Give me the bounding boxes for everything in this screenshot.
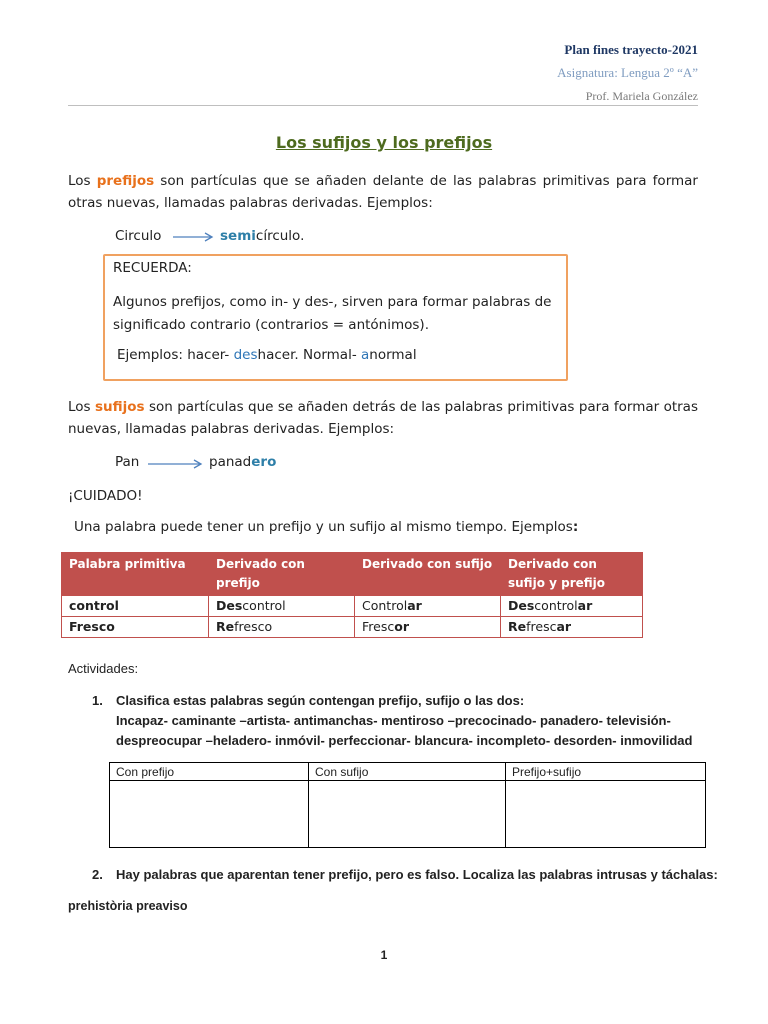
table-row xyxy=(62,617,643,638)
page-title: Los sufijos y los prefijos xyxy=(275,133,493,152)
page-number: 1 xyxy=(380,948,388,962)
table-cell: Refresco xyxy=(209,617,355,638)
table-header-row xyxy=(110,763,706,781)
prefijo-example-base: Circulo xyxy=(115,228,162,244)
sufijo-example-base: Pan xyxy=(115,454,140,470)
table-cell: Descontrol xyxy=(209,596,355,617)
table-header-row xyxy=(62,553,643,596)
recuerda-heading: RECUERDA: xyxy=(113,260,192,276)
table-cell: Refrescar xyxy=(501,617,643,638)
arrow-icon xyxy=(147,458,203,470)
recuerda-examples: Ejemplos: hacer- deshacer. Normal- anormal xyxy=(117,347,417,363)
col-derivado-sufijo: Derivado con sufijo xyxy=(355,553,501,596)
prefijos-keyword: prefijos xyxy=(96,173,155,189)
clasificacion-table xyxy=(109,762,706,848)
col-prefijo-sufijo: Prefijo+sufijo xyxy=(506,763,706,781)
header-asignatura: Asignatura: Lengua 2º “A” xyxy=(557,65,698,80)
table-row xyxy=(62,596,643,617)
header-plan: Plan fines trayecto-2021 xyxy=(564,42,698,57)
table-cell: Fresco xyxy=(62,617,209,638)
table-cell: Controlar xyxy=(355,596,501,617)
prefijos-paragraph: Los prefijos son partículas que se añaden delante de las palabras primitivas para formar otras nuevas, llamadas palabras derivadas. Ejemplos: xyxy=(68,173,698,211)
mismo-tiempo-text: Una palabra puede tener un prefijo y un sufijo al mismo tiempo. Ejemplos: xyxy=(74,519,579,535)
col-derivado-ambos: Derivado con sufijo y prefijo xyxy=(501,553,643,596)
sufijos-paragraph: Los sufijos son partículas que se añaden detrás de las palabras primitivas para formar otras nuevas, llamadas palabras derivadas. Ejemplos: xyxy=(68,399,698,437)
actividades-heading: Actividades: xyxy=(68,661,139,676)
activity-item-2: 2. Hay palabras que aparentan tener prefijo, pero es falso. Localiza las palabras intrusas y táchalas: xyxy=(92,867,718,882)
activity-item-1: 1. Clasifica estas palabras según contengan prefijo, sufijo o las dos: Incapaz- caminante –artista- antimanchas- mentiroso –precocinado- panadero- televisión- despreocupar –heladero- inmóvil- perfeccionar- blancura- incompleto- desorden- inmovilidad xyxy=(92,693,693,748)
col-derivado-prefijo: Derivado con prefijo xyxy=(209,553,355,596)
col-palabra-primitiva: Palabra primitiva xyxy=(62,553,209,596)
table-cell: control xyxy=(62,596,209,617)
palabras-intrusas: prehistòria preaviso xyxy=(68,899,188,913)
col-con-prefijo: Con prefijo xyxy=(110,763,309,781)
recuerda-text: Algunos prefijos, como in- y des-, sirven para formar palabras de significado contrario (contrarios = antónimos). xyxy=(113,294,552,333)
answer-cell-prefijo[interactable] xyxy=(110,781,309,848)
table-cell: Descontrolar xyxy=(501,596,643,617)
header-profesora: Prof. Mariela González xyxy=(585,89,698,103)
arrow-icon xyxy=(172,231,214,243)
table-cell: Frescor xyxy=(355,617,501,638)
header-divider xyxy=(68,105,698,106)
answer-cell-sufijo[interactable] xyxy=(309,781,506,848)
answer-cell-ambos[interactable] xyxy=(506,781,706,848)
col-con-sufijo: Con sufijo xyxy=(309,763,506,781)
cuidado-text: ¡CUIDADO! xyxy=(68,488,143,504)
derivados-table xyxy=(61,552,643,638)
sufijo-example-derived: panadero xyxy=(209,454,277,470)
prefijo-example-derived: semicírculo. xyxy=(220,228,305,244)
table-row xyxy=(110,781,706,848)
sufijos-keyword: sufijos xyxy=(94,399,145,415)
